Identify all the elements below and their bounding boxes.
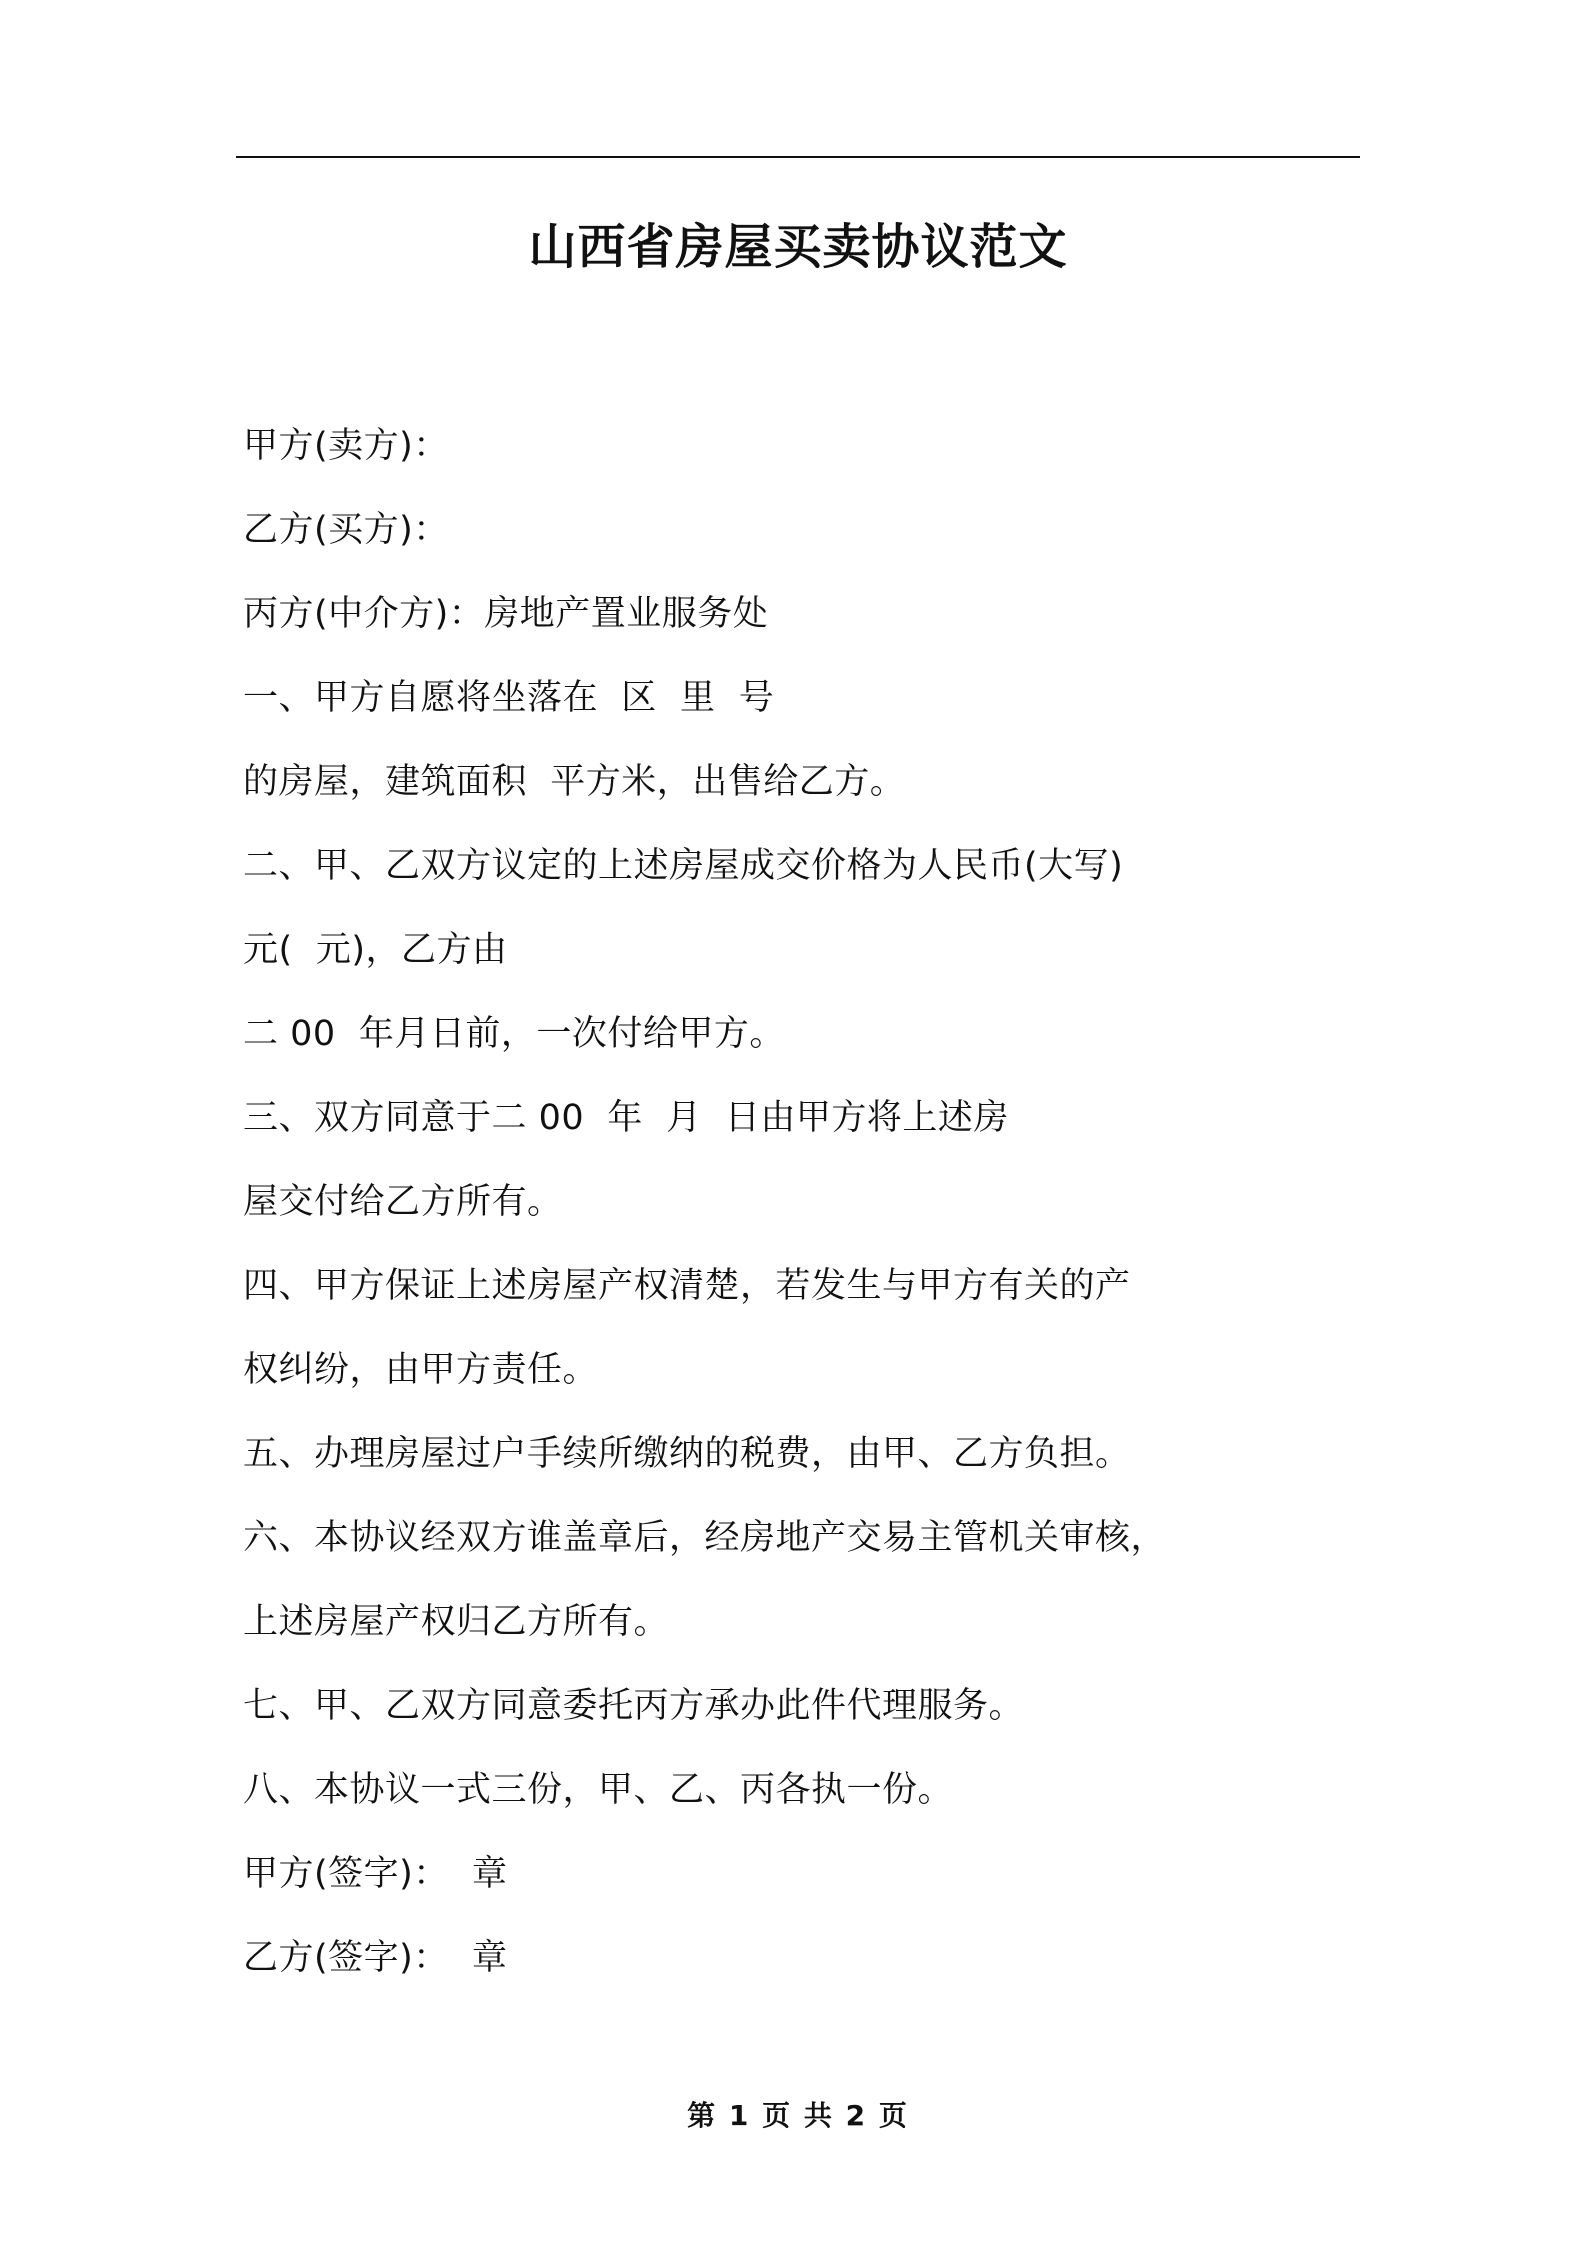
party-c-agent-line: 丙方(中介方)：房地产置业服务处 <box>243 594 769 634</box>
clause-6-line-2: 上述房屋产权归乙方所有。 <box>243 1602 670 1642</box>
party-b-signature-line: 乙方(签字)： 章 <box>243 1938 508 1978</box>
clause-1-line-1: 一、甲方自愿将坐落在 区 里 号 <box>243 678 775 718</box>
clause-2-line-2: 元( 元)，乙方由 <box>243 930 508 970</box>
clause-5-line: 五、办理房屋过户手续所缴纳的税费，由甲、乙方负担。 <box>243 1434 1131 1474</box>
clause-3-line-2: 屋交付给乙方所有。 <box>243 1182 563 1222</box>
clause-4-line-2: 权纠纷，由甲方责任。 <box>243 1350 599 1390</box>
party-b-buyer-line: 乙方(买方)： <box>243 510 449 550</box>
party-a-seller-line: 甲方(卖方)： <box>243 426 449 466</box>
clause-3-line-1: 三、双方同意于二 00 年 月 日由甲方将上述房 <box>243 1098 1009 1138</box>
document-title: 山西省房屋买卖协议范文 <box>528 219 1068 275</box>
clause-4-line-1: 四、甲方保证上述房屋产权清楚，若发生与甲方有关的产 <box>243 1266 1131 1306</box>
clause-8-line: 八、本协议一式三份，甲、乙、丙各执一份。 <box>243 1770 954 1810</box>
clause-7-line: 七、甲、乙双方同意委托丙方承办此件代理服务。 <box>243 1686 1025 1726</box>
header-rule <box>236 156 1360 158</box>
clause-6-line-1: 六、本协议经双方谁盖章后，经房地产交易主管机关审核， <box>243 1518 1167 1558</box>
document-body <box>243 404 1363 2000</box>
clause-2-line-1: 二、甲、乙双方议定的上述房屋成交价格为人民币(大写) <box>243 846 1124 886</box>
clause-2-line-3: 二 00 年月日前，一次付给甲方。 <box>243 1014 785 1054</box>
party-a-signature-line: 甲方(签字)： 章 <box>243 1854 508 1894</box>
page-number-footer: 第 1 页 共 2 页 <box>687 2099 909 2132</box>
clause-1-line-2: 的房屋，建筑面积 平方米，出售给乙方。 <box>243 762 906 802</box>
